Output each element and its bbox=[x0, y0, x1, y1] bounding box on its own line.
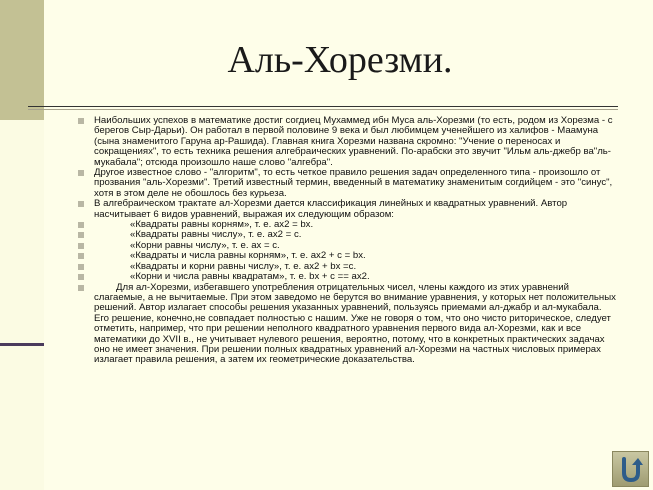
equation-5: «Квадраты и корни равны числу», т. е. ах2 + bх =с. bbox=[76, 262, 616, 272]
bullet-icon bbox=[78, 118, 84, 124]
paragraph-3: В алгебраическом трактате ал-Хорезми дается классификация линейных и квадратных уравнений. Автор насчитывает 6 видов уравнений, выражая их следующим образом: bbox=[76, 199, 616, 220]
equation-4: «Квадраты и числа равны корням», т. е. ах2 + с = bх. bbox=[76, 251, 616, 261]
bullet-icon bbox=[78, 253, 84, 259]
bullet-icon bbox=[78, 274, 84, 280]
bullet-icon bbox=[78, 201, 84, 207]
paragraph-2: Другое известное слово - "алгоритм", то есть четкое правило решения задач определенного типа - произошло от прозвания "аль-Хорезми". Третий известный термин, введенный в математику знаменитым согдийцем - это "синус", хотя в этом деле не обошлось без курьеза. bbox=[76, 168, 616, 199]
bullet-icon bbox=[78, 222, 84, 228]
paragraph-1: Наибольших успехов в математике достиг согдиец Мухаммед ибн Муса аль-Хорезми (то есть, родом из Хорезма - с берегов Сыр-Дарьи). Он работал в первой половине 9 века и был любимцем ученейшего из халифов - Маамуна (сына знаменитого Гаруна ар-Рашида). Главная книга Хорезми названа скромно: "Учение о переносах и сокращениях", то есть техника решения алгебраических уравнений. По-арабски это звучит "Ильм аль-джебр ва"ль-мукабала"; отсюда произошло наше слово "алгебра". bbox=[76, 116, 616, 168]
equation-2: «Квадраты равны числу», т. е. ах2 = с. bbox=[76, 230, 616, 240]
paragraph-last: Для ал-Хорезми, избегавшего употребления отрицательных чисел, члены каждого из этих уравнений слагаемые, а не вычитаемые. При этом заведомо не берутся во внимание уравнения, у которых нет положительных решений. Автор излагает способы решения указанных уравнений, пользуясь приемами ал-джабр и ал-мукабала. Его решение, конечно,не совпадает полностью с нашим. Уже не говоря о том, что оно чисто риторическое, следует отметить, например, что при решении неполного квадратного уравнения первого вида ал-Хорезми, как и все математики до XVII в., не учитывает нулевого решения, вероятно, потому, что в конкретных практических задачах оно не имеет значения. При решении полных квадратных уравнений ал-Хорезми на частных числовых примерах излагает правила решения, а затем их геометрические доказательства. bbox=[76, 283, 616, 366]
title-divider bbox=[28, 106, 618, 107]
return-button[interactable] bbox=[612, 451, 649, 487]
title-divider-shadow bbox=[28, 109, 618, 110]
equation-1: «Квадраты равны корням», т. е. ах2 = bх. bbox=[76, 220, 616, 230]
left-band-top bbox=[0, 0, 44, 120]
equation-3: «Корни равны числу», т. е. ах = с. bbox=[76, 241, 616, 251]
bullet-icon bbox=[78, 243, 84, 249]
bullet-icon bbox=[78, 285, 84, 291]
slide-title: Аль-Хорезми. bbox=[227, 39, 453, 81]
return-arrow-icon bbox=[618, 455, 644, 483]
bullet-icon bbox=[78, 232, 84, 238]
bullet-icon bbox=[78, 170, 84, 176]
left-accent-line bbox=[0, 343, 44, 346]
slide-content bbox=[76, 116, 616, 366]
equation-6: «Корни и числа равны квадратам», т. е. bх + с == ах2. bbox=[76, 272, 616, 282]
bullet-icon bbox=[78, 264, 84, 270]
